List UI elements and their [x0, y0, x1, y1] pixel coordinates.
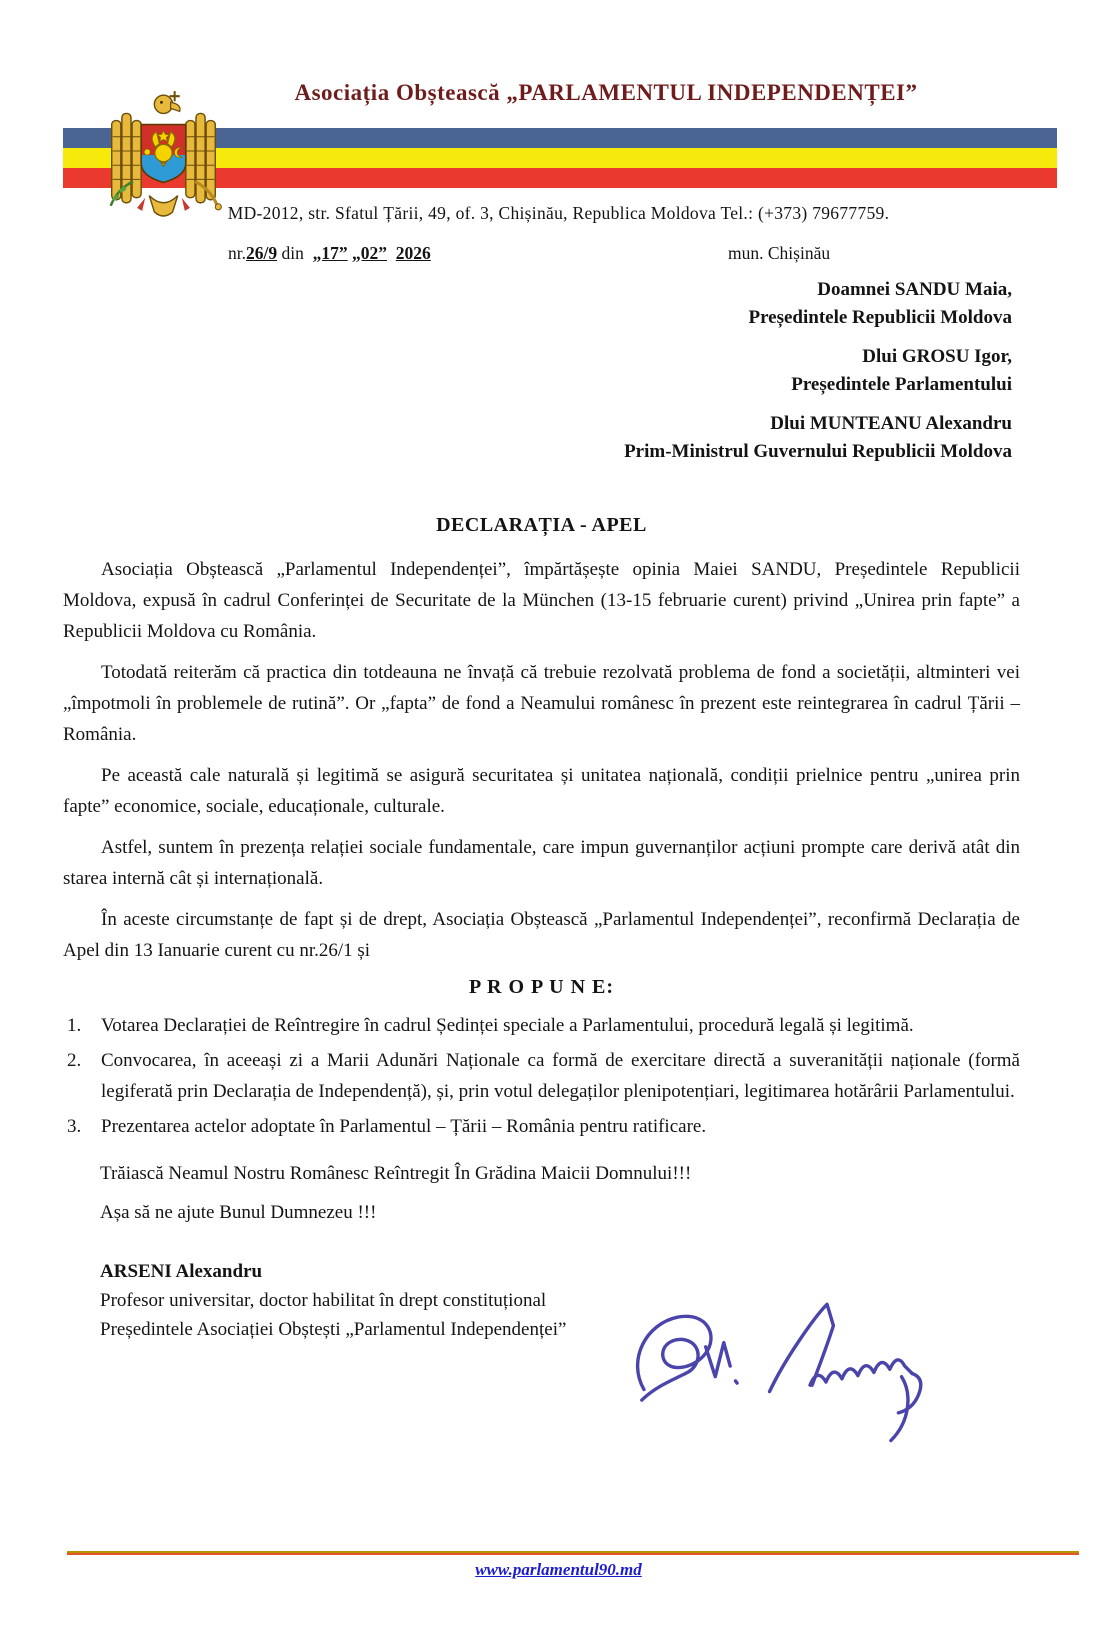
list-item-text: Prezentarea actelor adoptate în Parlamentul – Țării – România pentru ratificare. [101, 1116, 707, 1137]
paragraph-3: Pe această cale naturală și legitimă se asigură securitatea și unitatea națională, condiții prielnice pentru „unirea prin fapte” economice, sociale, educaționale, culturale. [63, 765, 1020, 817]
list-item-text: Votarea Declarației de Reîntregire în cadrul Ședinței speciale a Parlamentului, procedură legală și legitimă. [101, 1015, 914, 1036]
signatory-role-2: Președintele Asociației Obștești „Parlamentul Independenței” [100, 1319, 567, 1340]
closing-line-2: Așa să ne ajute Bunul Dumnezeu !!! [100, 1202, 377, 1223]
date-year: 2026 [395, 243, 431, 263]
recipient-name: Dlui MUNTEANU Alexandru [770, 413, 1012, 434]
paragraph-1: Asociația Obștească „Parlamentul Independenței”, împărtășește opinia Maiei SANDU, Președintele Republicii Moldova, expusă în cadrul Conferinței de Securitate de la München (13-15 februarie curent) privind „Unirea prin fapte” a Republicii Moldova cu România. [63, 559, 1020, 642]
signature-scrawl-icon [612, 1283, 942, 1448]
signatory-role-1: Profesor universitar, doctor habilitat în drept constituțional [100, 1290, 547, 1311]
recipient-grosu [624, 343, 1012, 399]
list-item-number: 2. [67, 1050, 82, 1071]
nr-label: nr. [228, 243, 246, 263]
footer [0, 1560, 1117, 1580]
recipient-name: Dlui GROSU Igor, [862, 346, 1012, 367]
document-title: DECLARAȚIA - APEL [436, 514, 647, 536]
document-number-line [228, 243, 431, 264]
paragraph-5: În aceste circumstanțe de fapt și de drept, Asociația Obștească „Parlamentul Independenței”, reconfirmă Declarația de Apel din 13 Ianuarie curent cu nr.26/1 și [63, 909, 1020, 961]
paragraph-2: Totodată reiterăm că practica din totdeauna ne învață că trebuie rezolvată problema de fond a societății, altminteri vei „împotmoli în problemele de rutină”. Or „fapta” de fond a Neamului românesc în prezent este reintegrarea în cadrul Țării –România. [63, 662, 1020, 745]
din-label: din [281, 243, 304, 263]
moldova-coat-of-arms-icon [100, 84, 228, 218]
recipient-title: Prim-Ministrul Guvernului Republicii Moldova [624, 441, 1012, 462]
website-link[interactable]: www.parlamentul90.md [475, 1560, 642, 1579]
list-item-text: Convocarea, în aceeași zi a Marii Adunări Naționale ca formă de exercitare directă a suveranității naționale (formă legiferată prin Declarația de Independență), și, prin votul delegaților plenipotențiari, legitimarea hotărârii Parlamentului. [101, 1050, 1020, 1102]
recipient-sandu [624, 276, 1012, 332]
list-item [63, 1045, 1020, 1107]
list-item [63, 1010, 1020, 1041]
date-day: „17” [312, 243, 348, 263]
recipients-block [624, 276, 1012, 477]
proposals-list [63, 1010, 1020, 1142]
document-body [63, 514, 1020, 1344]
org-address: MD-2012, str. Sfatul Țării, 49, of. 3, Chișinău, Republica Moldova Tel.: (+373) 79677759. [227, 203, 890, 223]
date-month: „02” [352, 243, 387, 263]
list-item-number: 3. [67, 1116, 82, 1137]
recipient-munteanu [624, 410, 1012, 466]
recipient-title: Președintele Parlamentului [791, 374, 1012, 395]
organization-title: Asociația Obștească „PARLAMENTUL INDEPENDENȚEI” [294, 80, 918, 105]
signatory-name: ARSENI Alexandru [100, 1261, 263, 1282]
propune-heading: P R O P U N E: [468, 976, 615, 998]
recipient-title: Președintele Republicii Moldova [748, 307, 1012, 328]
nr-value: 26/9 [246, 243, 278, 263]
list-item-number: 1. [67, 1015, 82, 1036]
closing-line-1: Trăiască Neamul Nostru Românesc Reîntregit În Grădina Maicii Domnului!!! [100, 1163, 692, 1184]
footer-divider [67, 1551, 1079, 1555]
recipient-name: Doamnei SANDU Maia, [817, 279, 1012, 300]
paragraph-4: Astfel, suntem în prezența relației sociale fundamentale, care impun guvernanților acțiuni prompte care derivă atât din starea internă cât și internațională. [63, 837, 1020, 889]
municipality-label: mun. Chișinău [728, 243, 831, 263]
list-item [63, 1111, 1020, 1142]
